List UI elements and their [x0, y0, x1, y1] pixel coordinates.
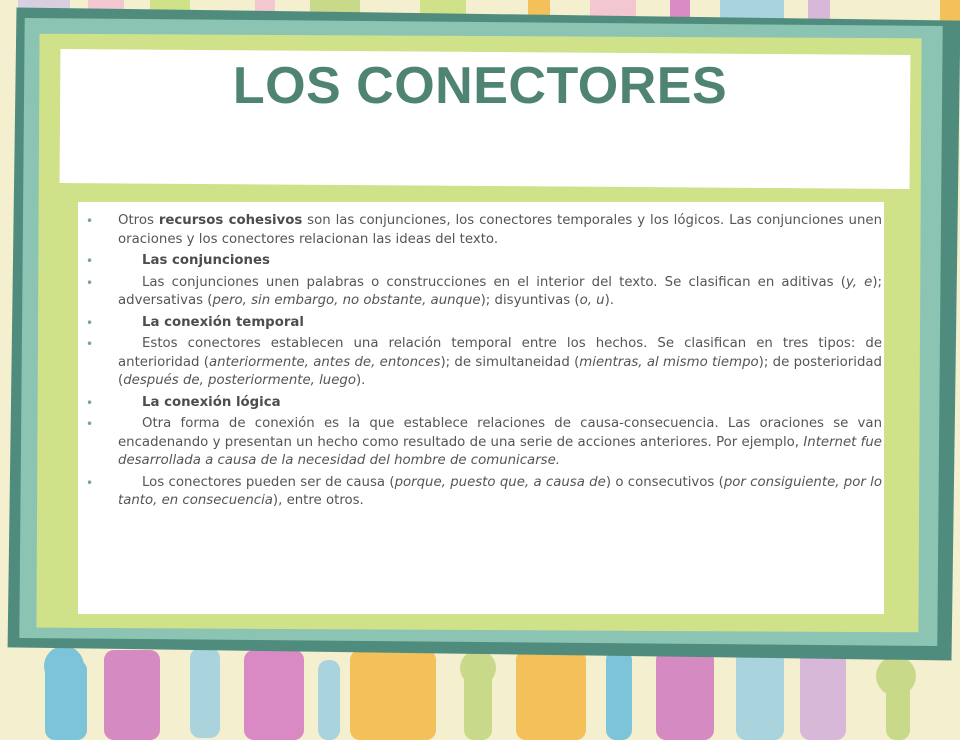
bullet-heading — [86, 314, 882, 333]
text: ); disyuntivas ( — [480, 293, 580, 308]
italic-text: después de, posteriormente, luego — [123, 373, 356, 388]
text: Estos conectores establecen una relación temporal entre los hechos. Se clasifican en tres tipos: de anterioridad ( — [118, 336, 882, 370]
bullet-item — [86, 415, 882, 471]
text: ). — [604, 293, 615, 308]
bullet-item — [86, 212, 882, 249]
text: Los conectores pueden ser de causa ( — [142, 474, 395, 490]
section-heading: La conexión temporal — [142, 314, 304, 330]
bullet-icon: • — [86, 254, 94, 268]
italic-text: y, e — [845, 274, 873, 290]
bullet-heading — [86, 252, 882, 271]
italic-text: mientras, al mismo tiempo — [579, 354, 759, 370]
text: ); adversativas ( — [118, 274, 882, 308]
bullet-icon: • — [86, 315, 94, 330]
text: ) o consecutivos ( — [605, 474, 724, 490]
bullet-icon: • — [86, 275, 94, 290]
bullet-icon: • — [86, 337, 94, 351]
text: ); de posterioridad ( — [118, 354, 882, 388]
italic-text: o, u — [579, 293, 605, 308]
text: Otros — [118, 213, 159, 228]
section-heading: Las conjunciones — [142, 253, 270, 268]
bullet-item — [86, 474, 882, 511]
bullet-icon: • — [86, 417, 94, 431]
italic-text: pero, sin embargo, no obstante, aunque — [212, 293, 481, 308]
italic-text: anteriormente, antes de, entonces — [208, 354, 441, 370]
section-heading: La conexión lógica — [142, 394, 281, 410]
text: Las conjunciones unen palabras o construcciones en el interior del texto. Se clasifican en aditivas ( — [142, 274, 846, 290]
text: Otra forma de conexión es la que establece relaciones de causa-consecuencia. Las oraciones se van encadenando y presentan un hecho como resultado de una serie de acciones anteriores. Por ejemplo, — [118, 416, 882, 450]
slide-title: LOS CONECTORES — [232, 57, 728, 115]
bullet-icon: • — [86, 214, 94, 228]
bullet-icon: • — [86, 475, 94, 490]
text: ); de simultaneidad ( — [440, 354, 580, 370]
bullet-icon: • — [86, 395, 94, 410]
text: ), entre otros. — [272, 493, 364, 508]
bullet-heading — [86, 394, 882, 413]
bullet-item — [86, 274, 882, 311]
italic-text: Internet fue desarrollada a causa de la necesidad del hombre de comunicarse. — [118, 434, 882, 468]
bullet-list — [86, 212, 882, 514]
text: ). — [355, 373, 366, 388]
text: son las conjunciones, los conectores temporales y los lógicos. Las conjunciones unen oraciones y los conectores relacionan las ideas del texto. — [118, 213, 882, 247]
italic-text: porque, puesto que, a causa de — [394, 474, 606, 490]
bold-text: recursos cohesivos — [158, 213, 303, 228]
italic-text: por consiguiente, por lo tanto, en consecuencia — [118, 474, 882, 508]
bullet-item — [86, 335, 882, 391]
